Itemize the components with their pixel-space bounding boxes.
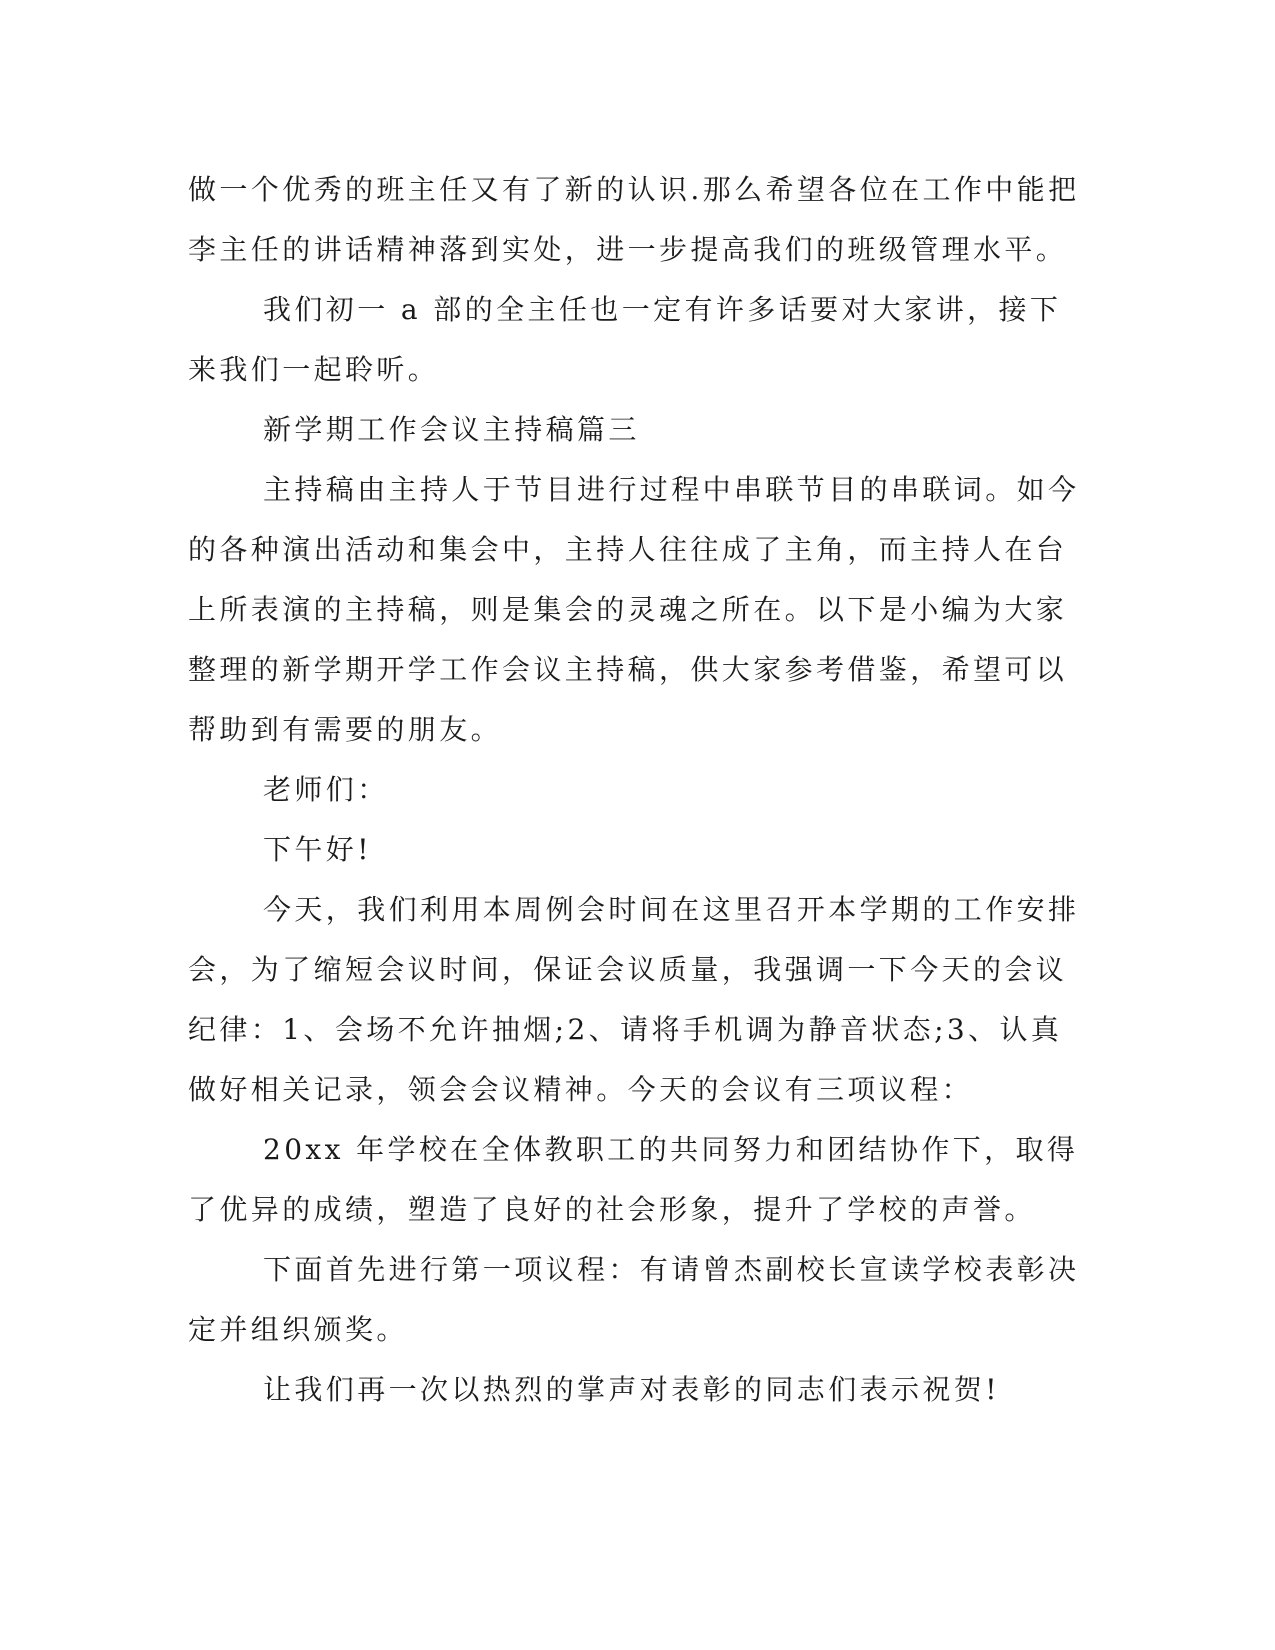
paragraph-congratulations: 让我们再一次以热烈的掌声对表彰的同志们表示祝贺! (263, 1373, 1000, 1406)
document-body (188, 160, 1088, 1420)
paragraph-continuation: 做一个优秀的班主任又有了新的认识.那么希望各位在工作中能把李主任的讲话精神落到实处，进一步提高我们的班级管理水平。 (188, 173, 1080, 266)
paragraph-greeting: 下午好! (263, 833, 372, 866)
paragraph-intro: 主持稿由主持人于节目进行过程中串联节目的串联词。如今的各种演出活动和集会中，主持人往往成了主角，而主持人在台上所表演的主持稿，则是集会的灵魂之所在。以下是小编为大家整理的新学期开学工作会议主持稿，供大家参考借鉴，希望可以帮助到有需要的朋友。 (188, 473, 1080, 746)
section-heading: 新学期工作会议主持稿篇三 (263, 413, 640, 446)
paragraph-salutation: 老师们： (263, 773, 389, 806)
paragraph-first-agenda: 下面首先进行第一项议程：有请曾杰副校长宣读学校表彰决定并组织颁奖。 (188, 1253, 1080, 1346)
paragraph-achievements: 20xx 年学校在全体教职工的共同努力和团结协作下，取得了优异的成绩，塑造了良好的社会形象，提升了学校的声誉。 (188, 1133, 1079, 1226)
paragraph-introduce-director: 我们初一 a 部的全主任也一定有许多话要对大家讲，接下来我们一起聆听。 (188, 293, 1062, 386)
paragraph-meeting-rules: 今天，我们利用本周例会时间在这里召开本学期的工作安排会，为了缩短会议时间，保证会议质量，我强调一下今天的会议纪律：1、会场不允许抽烟;2、请将手机调为静音状态;3、认真做好相关记录，领会会议精神。今天的会议有三项议程： (188, 893, 1080, 1106)
